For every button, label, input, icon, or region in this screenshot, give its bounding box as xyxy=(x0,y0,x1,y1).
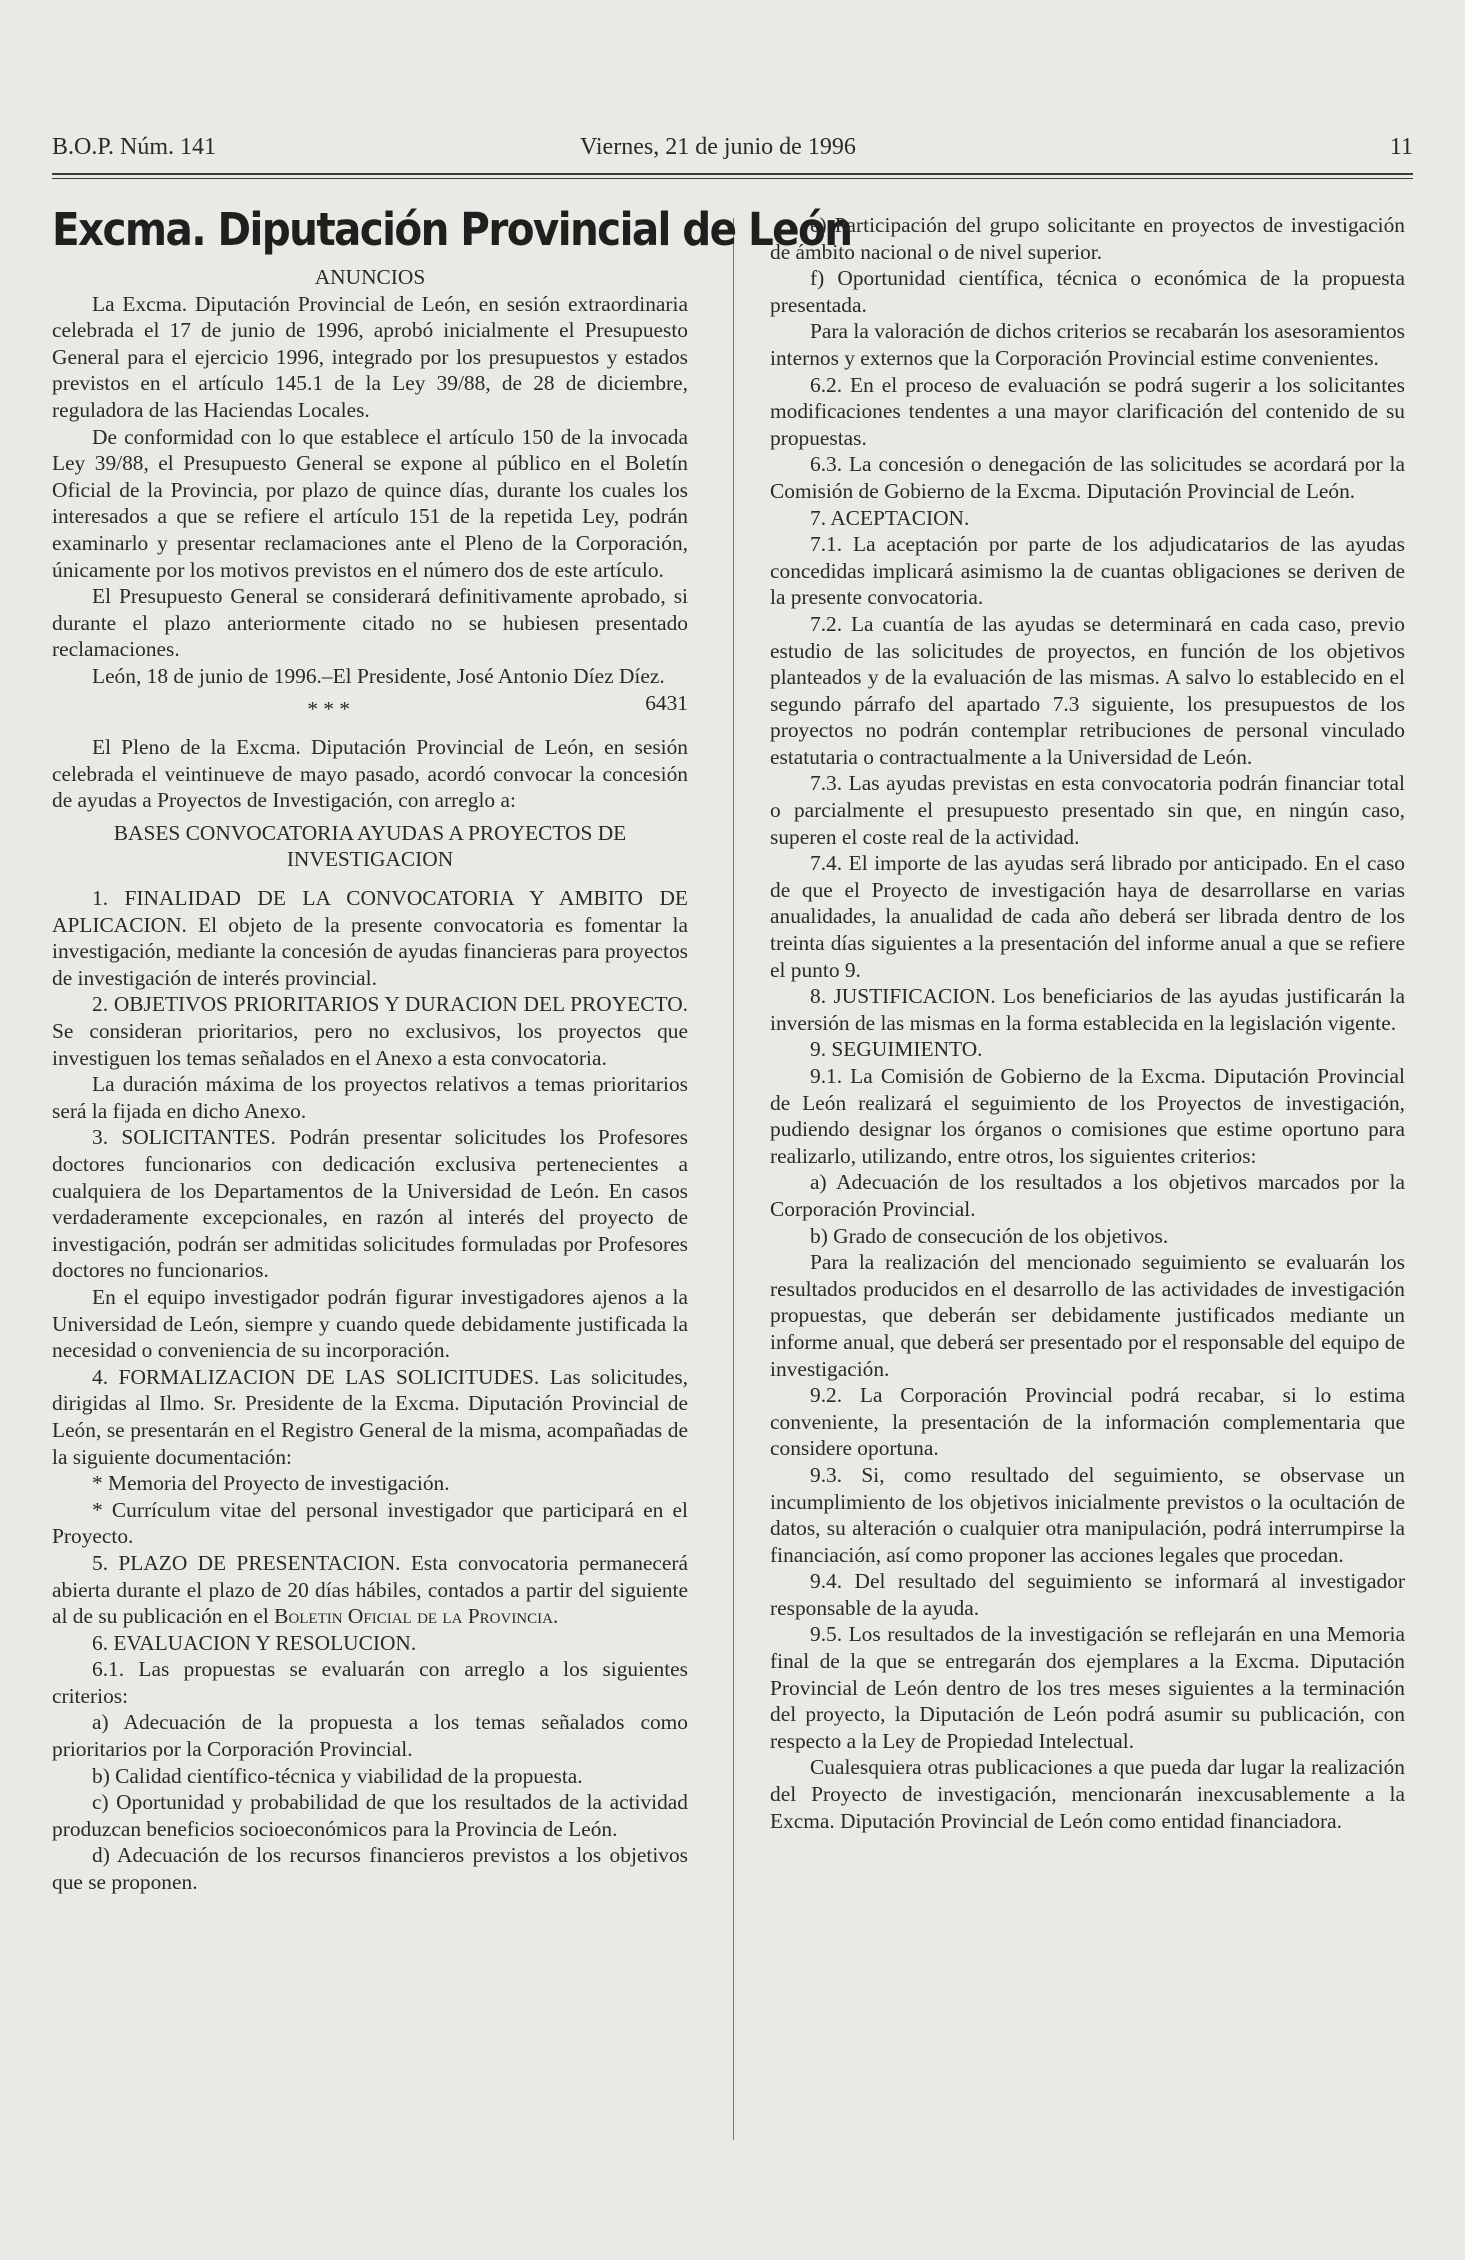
criterion-d: d) Adecuación de los recursos financieros previstos a los objetivos que se proponen. xyxy=(52,1843,688,1895)
section-9-5: 9.5. Los resultados de la investigación se reflejarán en una Memoria final de la que se entregarán dos ejemplares a la Excma. Diputación Provincial de León dentro de los tres meses siguientes a la terminación del proyecto, la Diputación de León podrá asumir su publicación, con respecto a la Ley de Propiedad Intelectual. xyxy=(770,1622,1405,1753)
section-9-4: 9.4. Del resultado del seguimiento se informará al investigador responsable de la ayuda. xyxy=(770,1569,1405,1620)
section-6: 6. EVALUACION Y RESOLUCION. xyxy=(92,1630,417,1655)
section-9-2: 9.2. La Corporación Provincial podrá recabar, si lo estima conveniente, la presentación de la información complementaria que considere oportuna. xyxy=(770,1383,1405,1461)
page-header xyxy=(52,134,1413,174)
section-6-2: 6.2. En el proceso de evaluación se podrá sugerir a los solicitantes modificaciones tendentes a una mayor clarificación del contenido de su propuestas. xyxy=(770,372,1405,450)
paragraph: El Pleno de la Excma. Diputación Provincial de León, en sesión celebrada el veintinueve de mayo pasado, acordó convocar la concesión de ayudas a Proyectos de Investigación, con arreglo a: xyxy=(52,735,688,813)
section-title: Excma. Diputación Provincial de León xyxy=(52,203,852,256)
section-2: 2. OBJETIVOS PRIORITARIOS Y DURACION DEL PROYECTO. Se consideran prioritarios, pero no exclusivos, los proyectos que investiguen los temas señalados en el Anexo a esta convocatoria. xyxy=(52,992,688,1070)
right-column xyxy=(770,212,1405,1834)
section-4: 4. FORMALIZACION DE LAS SOLICITUDES. Las solicitudes, dirigidas al Ilmo. Sr. Presidente de la Excma. Diputación Provincial de León, se presentarán en el Registro General de la misma, acompañadas de la siguiente documentación: xyxy=(52,1364,688,1469)
criterion-a: a) Adecuación de los resultados a los objetivos marcados por la Corporación Provincial. xyxy=(770,1170,1405,1221)
section-7-4: 7.4. El importe de las ayudas será librado por anticipado. En el caso de que el Proyecto de investigación haya de desarrollarse en varias anualidades, la anualidad de cada año deberá ser librada dentro de los treinta días siguientes a la presentación del informe anual a que se refiere el punto 9. xyxy=(770,851,1405,982)
section-7-1: 7.1. La aceptación por parte de los adjudicatarios de las ayudas concedidas implicará asimismo la de cuantas obligaciones se deriven de la presente convocatoria. xyxy=(770,532,1405,610)
section-7-3: 7.3. Las ayudas previstas en esta convocatoria podrán financiar total o parcialmente el presupuesto presentado sin que, en ningún caso, superen el coste real de la actividad. xyxy=(770,771,1405,849)
section-6-3: 6.3. La concesión o denegación de las solicitudes se acordará por la Comisión de Gobierno de la Excma. Diputación Provincial de León. xyxy=(770,452,1405,503)
section-9: 9. SEGUIMIENTO. xyxy=(810,1037,983,1062)
paragraph: La Excma. Diputación Provincial de León, en sesión extraordinaria celebrada el 17 de junio de 1996, aprobó inicialmente el Presupuesto General para el ejercicio 1996, integrado por los presupuestos y estados previstos en el artículo 145.1 de la Ley 39/88, de 28 de diciembre, reguladora de las Haciendas Locales. xyxy=(52,291,688,422)
section-5-text: 5. PLAZO DE PRESENTACION. Esta convocatoria permanecerá abierta durante el plazo de 20 días hábiles, contados a partir del siguiente al de su publicación en el xyxy=(52,1550,688,1629)
column-divider xyxy=(733,218,734,2140)
criterion-a: a) Adecuación de la propuesta a los temas señalados como prioritarios por la Corporación Provincial. xyxy=(52,1710,688,1762)
criterion-b: b) Calidad científico-técnica y viabilidad de la propuesta. xyxy=(92,1763,583,1788)
criterion-e: e) Participación del grupo solicitante en proyectos de investigación de ámbito nacional o de nivel superior. xyxy=(770,213,1405,264)
criterion-b: b) Grado de consecución de los objetivos. xyxy=(810,1223,1169,1248)
criterion-f: f) Oportunidad científica, técnica o económica de la propuesta presentada. xyxy=(770,266,1405,317)
section-1: 1. FINALIDAD DE LA CONVOCATORIA Y AMBITO DE APLICACION. El objeto de la presente convocatoria es fomentar la investigación, mediante la concesión de ayudas financieras para proyectos de investigación de interés provincial. xyxy=(52,886,688,990)
header-rule xyxy=(52,173,1413,175)
issue-date: Viernes, 21 de junio de 1996 xyxy=(580,134,856,160)
bulletin-name: Boletin Oficial de la Provincia. xyxy=(274,1604,559,1629)
header-rule-thin xyxy=(52,178,1413,179)
list-item: * Memoria del Proyecto de investigación. xyxy=(92,1471,450,1496)
section-9-1: 9.1. La Comisión de Gobierno de la Excma. Diputación Provincial de León realizará el seguimiento de los Proyectos de investigación, pudiendo designar los órganos o comisiones que estime oportuno para realizarlo, utilizando, entre otros, los siguientes criterios: xyxy=(770,1064,1405,1168)
anuncios-heading: ANUNCIOS xyxy=(314,265,426,289)
announcement-number: 6431 xyxy=(645,690,688,715)
signature xyxy=(52,663,688,715)
separator-stars: * * * xyxy=(307,696,350,721)
paragraph: Cualesquiera otras publicaciones a que pueda dar lugar la realización del Proyecto de investigación, mencionarán inexcusablemente a la Excma. Diputación Provincial de León como entidad financiadora. xyxy=(770,1755,1405,1833)
paragraph: De conformidad con lo que establece el artículo 150 de la invocada Ley 39/88, el Presupuesto General se expone al público en el Boletín Oficial de la Provincia, por plazo de quince días, durante los cuales los interesados a que se refiere el artículo 151 de la repetida Ley, podrán examinarlo y presentar reclamaciones ante el Pleno de la Corporación, únicamente por los motivos previstos en el número dos de este artículo. xyxy=(52,424,688,582)
paragraph: Para la realización del mencionado seguimiento se evaluarán los resultados producidos en el desarrollo de las actividades de investigación propuestas, que deberán ser debidamente justificados mediante un informe anual, que deberá ser presentado por el responsable del equipo de investigación. xyxy=(770,1250,1405,1381)
page-number: 11 xyxy=(1389,134,1413,160)
list-item: * Currículum vitae del personal investigador que participará en el Proyecto. xyxy=(52,1497,688,1549)
criterion-c: c) Oportunidad y probabilidad de que los resultados de la actividad produzcan beneficios socioeconómicos para la Provincia de León. xyxy=(52,1790,688,1841)
section-9-3: 9.3. Si, como resultado del seguimiento, se observase un incumplimiento de los objetivos inicialmente previstos o la ocultación de datos, su alteración o cualquier otra manipulación, podrá interrumpirse la financiación, así como proponer las acciones legales que procedan. xyxy=(770,1462,1405,1567)
section-8: 8. JUSTIFICACION. Los beneficiarios de las ayudas justificarán la inversión de las mismas en la forma establecida en la legislación vigente. xyxy=(770,984,1405,1035)
section-7-2: 7.2. La cuantía de las ayudas se determinará en cada caso, previo estudio de las solicitudes de proyectos, en función de los objetivos planteados y de la evaluación de las mismas. A salvo lo establecido en el segundo párrafo del apartado 7.3 siguiente, los presupuestos de los proyectos no podrán contemplar retribuciones de personal vinculado estatutaria o contractualmente a la Universidad de León. xyxy=(770,611,1405,769)
paragraph: Para la valoración de dichos criterios se recabarán los asesoramientos internos y externos que la Corporación Provincial estime convenientes. xyxy=(770,319,1405,370)
section-6-1: 6.1. Las propuestas se evaluarán con arreglo a los siguientes criterios: xyxy=(52,1657,688,1708)
bulletin-number: B.O.P. Núm. 141 xyxy=(52,134,217,160)
paragraph: En el equipo investigador podrán figurar investigadores ajenos a la Universidad de León, siempre y cuando quede debidamente justificada la necesidad o conveniencia de su incorporación. xyxy=(52,1284,688,1363)
left-column xyxy=(52,202,852,1896)
section-5 xyxy=(52,1550,688,1630)
paragraph: El Presupuesto General se considerará definitivamente aprobado, si durante el plazo anteriormente citado no se hubiesen presentado reclamaciones. xyxy=(52,584,688,662)
section-7: 7. ACEPTACION. xyxy=(810,505,970,530)
bases-heading: BASES CONVOCATORIA AYUDAS A PROYECTOS DE INVESTIGACION xyxy=(113,820,627,872)
paragraph: La duración máxima de los proyectos relativos a temas prioritarios será la fijada en dicho Anexo. xyxy=(52,1072,688,1123)
signature-text: León, 18 de junio de 1996.–El Presidente, José Antonio Díez Díez. xyxy=(92,663,665,688)
section-3: 3. SOLICITANTES. Podrán presentar solicitudes los Profesores doctores funcionarios con dedicación exclusiva pertenecientes a cualquiera de los Departamentos de la Universidad de León. En casos verdaderamente excepcionales, en razón al interés del proyecto de investigación, podrán ser admitidas solicitudes formuladas por Profesores doctores no funcionarios. xyxy=(52,1125,688,1283)
